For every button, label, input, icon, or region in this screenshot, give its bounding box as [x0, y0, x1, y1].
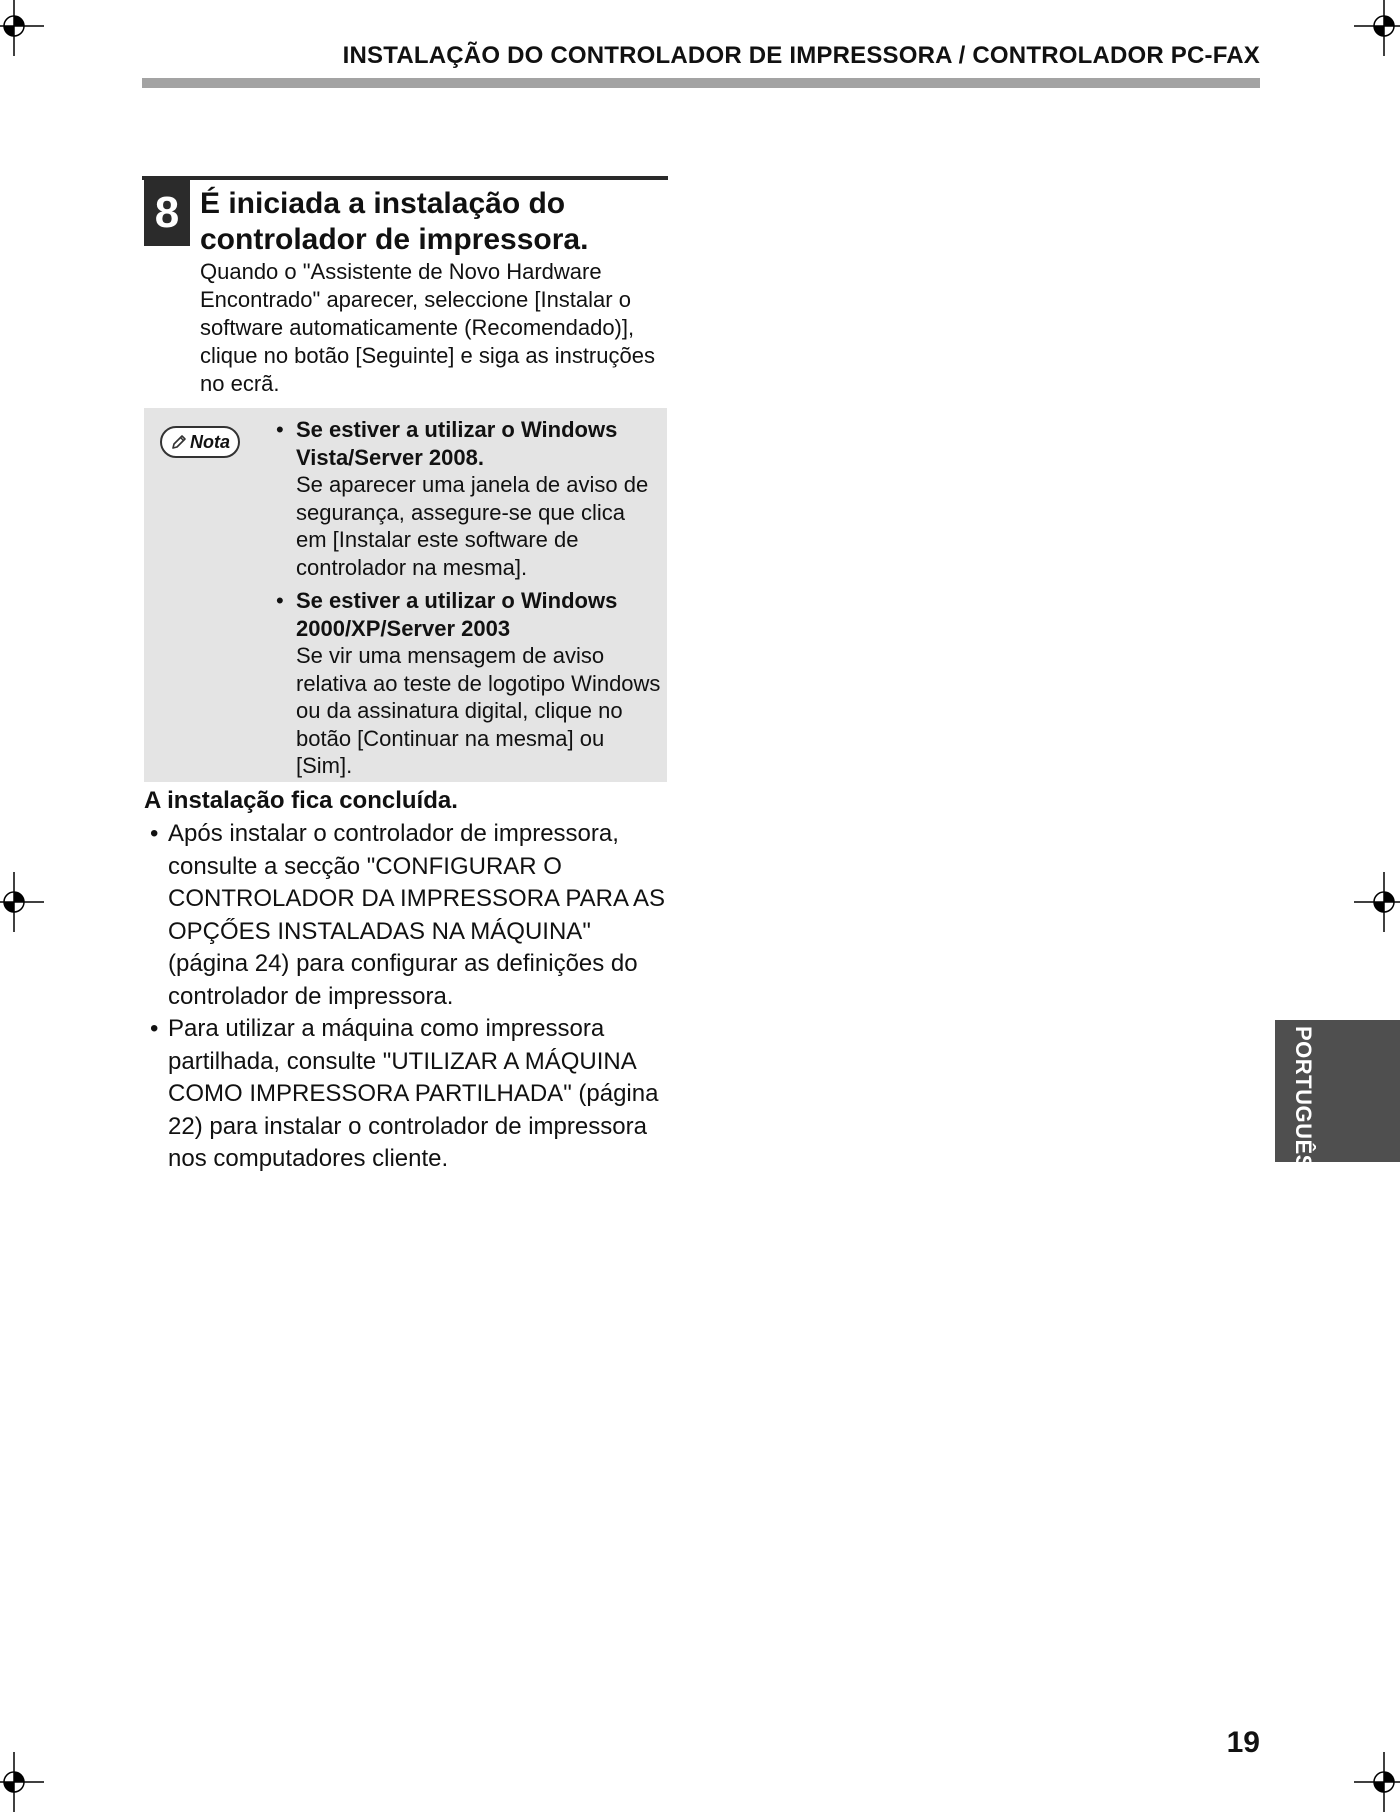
registration-mark-top-right	[1354, 0, 1400, 56]
registration-mark-middle-left	[0, 872, 44, 932]
step-number-badge: 8	[144, 180, 190, 246]
language-tab-label: PORTUGUÊS	[1291, 1026, 1316, 1170]
note-item-heading: Se estiver a utilizar o Windows 2000/XP/Server 2003	[296, 588, 618, 641]
completion-item-text: Para utilizar a máquina como impressora partilhada, consulte "UTILIZAR A MÁQUINA COMO IMPRESSORA PARTILHADA" (página 22) para instalar o controlador de impressora nos computadores cliente.	[168, 1015, 659, 1172]
bullet-icon: •	[276, 417, 284, 442]
registration-mark-bottom-left	[0, 1752, 44, 1812]
pencil-icon	[170, 433, 188, 451]
completion-item	[144, 1013, 674, 1176]
note-item-heading: Se estiver a utilizar o Windows Vista/Server 2008.	[296, 417, 618, 470]
completion-item	[144, 818, 674, 1013]
note-badge-label: Nota	[190, 431, 230, 452]
note-box	[144, 408, 667, 782]
header-rule	[142, 78, 1260, 88]
bullet-icon: •	[150, 820, 159, 847]
header-title: INSTALAÇÃO DO CONTROLADOR DE IMPRESSORA / CONTROLADOR PC-FAX	[342, 42, 1260, 69]
registration-mark-middle-right	[1354, 872, 1400, 932]
note-item-text: Se aparecer uma janela de aviso de segurança, assegure-se que clica em [Instalar este software de controlador na mesma].	[296, 472, 649, 580]
note-badge	[160, 426, 240, 458]
page-number: 19	[1226, 1726, 1260, 1759]
note-item	[276, 416, 661, 581]
registration-mark-bottom-right	[1354, 1752, 1400, 1812]
note-item-text: Se vir uma mensagem de aviso relativa ao teste de logotipo Windows ou da assinatura digital, clique no botão [Continuar na mesma] ou [Sim].	[296, 643, 661, 778]
note-list	[276, 416, 661, 786]
registration-mark-top-left	[0, 0, 44, 56]
step-title: É iniciada a instalação do controlador de impressora.	[200, 187, 589, 256]
bullet-icon: •	[150, 1015, 159, 1042]
bullet-icon: •	[276, 588, 284, 613]
completion-item-text: Após instalar o controlador de impressora, consulte a secção "CONFIGURAR O CONTROLADOR DA IMPRESSORA PARA AS OPÇŐES INSTALADAS NA MÁQUINA" (página 24) para configurar as definições do controlador de impressora.	[168, 820, 666, 1010]
note-item	[276, 587, 661, 780]
completion-heading: A instalação fica concluída.	[144, 787, 458, 814]
step-body: Quando o "Assistente de Novo Hardware Encontrado" aparecer, seleccione [Instalar o software automaticamente (Recomendado)], clique no botão [Seguinte] e siga as instruções no ecrã.	[200, 259, 655, 396]
completion-list	[144, 818, 674, 1176]
step-divider	[142, 176, 668, 180]
